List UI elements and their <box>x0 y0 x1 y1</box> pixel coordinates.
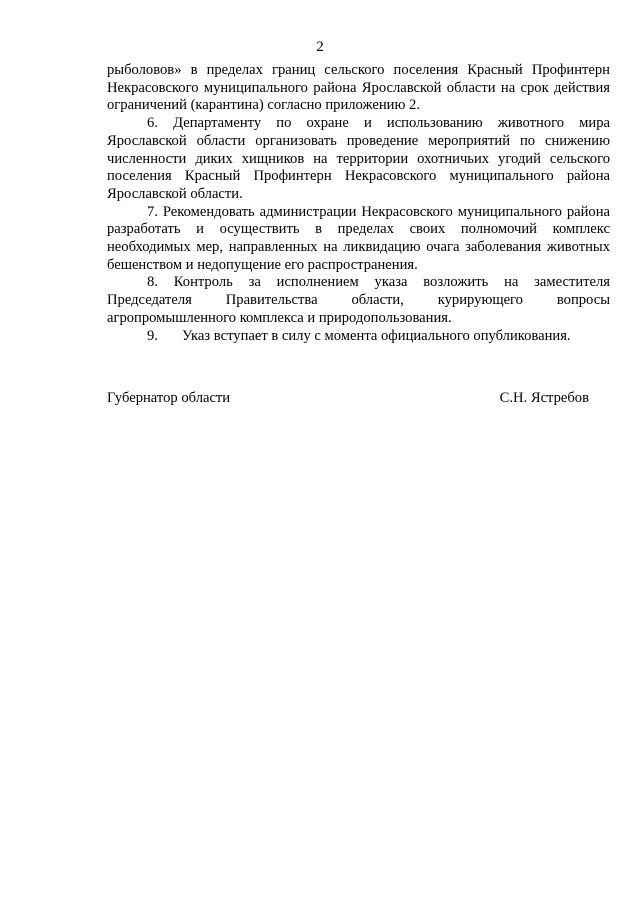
paragraph-9-text: Указ вступает в силу с момента официального опубликования. <box>182 327 571 344</box>
paragraph-6: 6. Департаменту по охране и использованию животного мира Ярославской области организовать проведение мероприятий по снижению численности диких хищников на территории охотничьих угодий сельского поселения Красный Профинтерн Некрасовского муниципального района Ярославской области. <box>107 115 610 202</box>
paragraph-8: 8. Контроль за исполнением указа возложить на заместителя Председателя Правительства области, курирующего вопросы агропромышленного комплекса и природопользования. <box>107 274 610 326</box>
paragraph-9-number: 9. <box>147 327 158 344</box>
page-number: 2 <box>316 39 324 55</box>
paragraph-7: 7. Рекомендовать администрации Некрасовского муниципального района разработать и осуществить в пределах своих полномочий комплекс необходимых мер, направленных на ликвидацию очага заболевания животных бешенством и недопущение его распространения. <box>107 203 610 273</box>
signature-block <box>107 389 589 407</box>
paragraph-continuation: рыболовов» в пределах границ сельского поселения Красный Профинтерн Некрасовского муниципального района Ярославской области на срок действия ограничений (карантина) согласно приложению 2. <box>107 62 610 114</box>
signatory-name: С.Н. Ястребов <box>499 390 589 406</box>
paragraph-9 <box>107 328 610 346</box>
signatory-position: Губернатор области <box>107 390 231 406</box>
decree-body <box>107 62 610 345</box>
